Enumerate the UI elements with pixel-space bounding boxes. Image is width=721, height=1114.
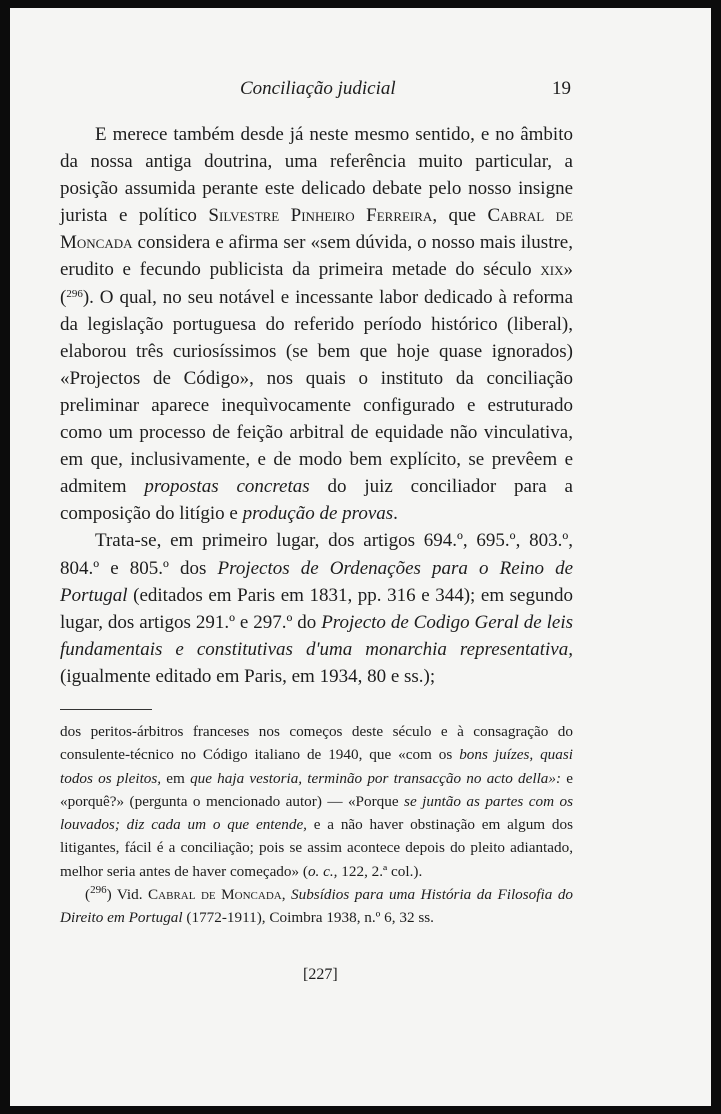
running-title: Conciliação judicial xyxy=(240,78,396,99)
footnote-divider xyxy=(60,709,152,710)
footnote-296: ($^{296}$) Vid. Cabral de Moncada, Subsídios para uma História da Filosofia do Direito em Portugal (1772-1911), Coimbra 1938, n.º 6, 32 ss. xyxy=(60,884,574,927)
paragraph-1: E merece também desde já neste mesmo sentido, e no âmbito da nossa antiga doutrina, uma referência muito particular, a posição assumida perante este delicado debate pelo nosso insigne jurista e político Silvestre Pinheiro Ferreira, que Cabral de Moncada considera e afirma ser «sem dúvida, o nosso mais ilustre, erudito e fecundo publicista da primeira metade do século xix» ($^{296}$). O qual, no seu notável e incessante labor dedicado à reforma da legislação portuguesa do referido período histórico (liberal), elaborou três curiosíssimos (se bem que hoje quase ignorados) «Projectos de Código», nos quais o instituto da conciliação preliminar aparece inequìvocamente configurado e estruturado como um processo de feição arbitral de equidade não vinculativa, em que, inclusivamente, e de modo bem explícito, se prevêem e admitem propostas concretas do juiz conciliador para a composição do litígio e produção de provas. xyxy=(60,124,574,525)
main-text xyxy=(60,121,573,690)
page-number: 19 xyxy=(552,78,571,99)
author-name: Cabral de Moncada xyxy=(60,205,574,254)
footnote-number: 296 xyxy=(90,884,107,897)
footnote-reference: 296 xyxy=(66,287,83,300)
author-name: Silvestre Pinheiro Ferreira xyxy=(208,205,433,227)
author-name: Cabral de Moncada xyxy=(148,886,282,904)
book-page xyxy=(10,8,711,1106)
folio-number: [227] xyxy=(303,966,338,983)
footnote-continuation: dos peritos-árbitros franceses nos começos deste século e à consagração do consulente-técnico no Código italiano de 1940, que «com os bons juízes, quasi todos os pleitos, em que haja vestoria, terminão por transacção no acto della»: e «porquê?» (pergunta o mencionado autor) — «Porque se juntão as partes com os louvados; diz cada um o que entende, e a não haver obstinação em algum dos litigantes, fácil é a conciliação; pois se assim acontece depois do pleito adiantado, melhor seria antes de haver começado» (o. c., 122, 2.ª col.). xyxy=(60,723,573,880)
paragraph-2: Trata-se, em primeiro lugar, dos artigos 694.º, 695.º, 803.º, 804.º e 805.º dos Projectos de Ordenações para o Reino de Portugal (editados em Paris em 1831, pp. 316 e 344); em segundo lugar, dos artigos 291.º e 297.º do Projecto de Codigo Geral de leis fundamentais e constitutivas d'uma monarchia representativa, (igualmente editado em Paris, em 1934, 80 e ss.); xyxy=(60,530,573,687)
footnotes xyxy=(60,720,573,930)
